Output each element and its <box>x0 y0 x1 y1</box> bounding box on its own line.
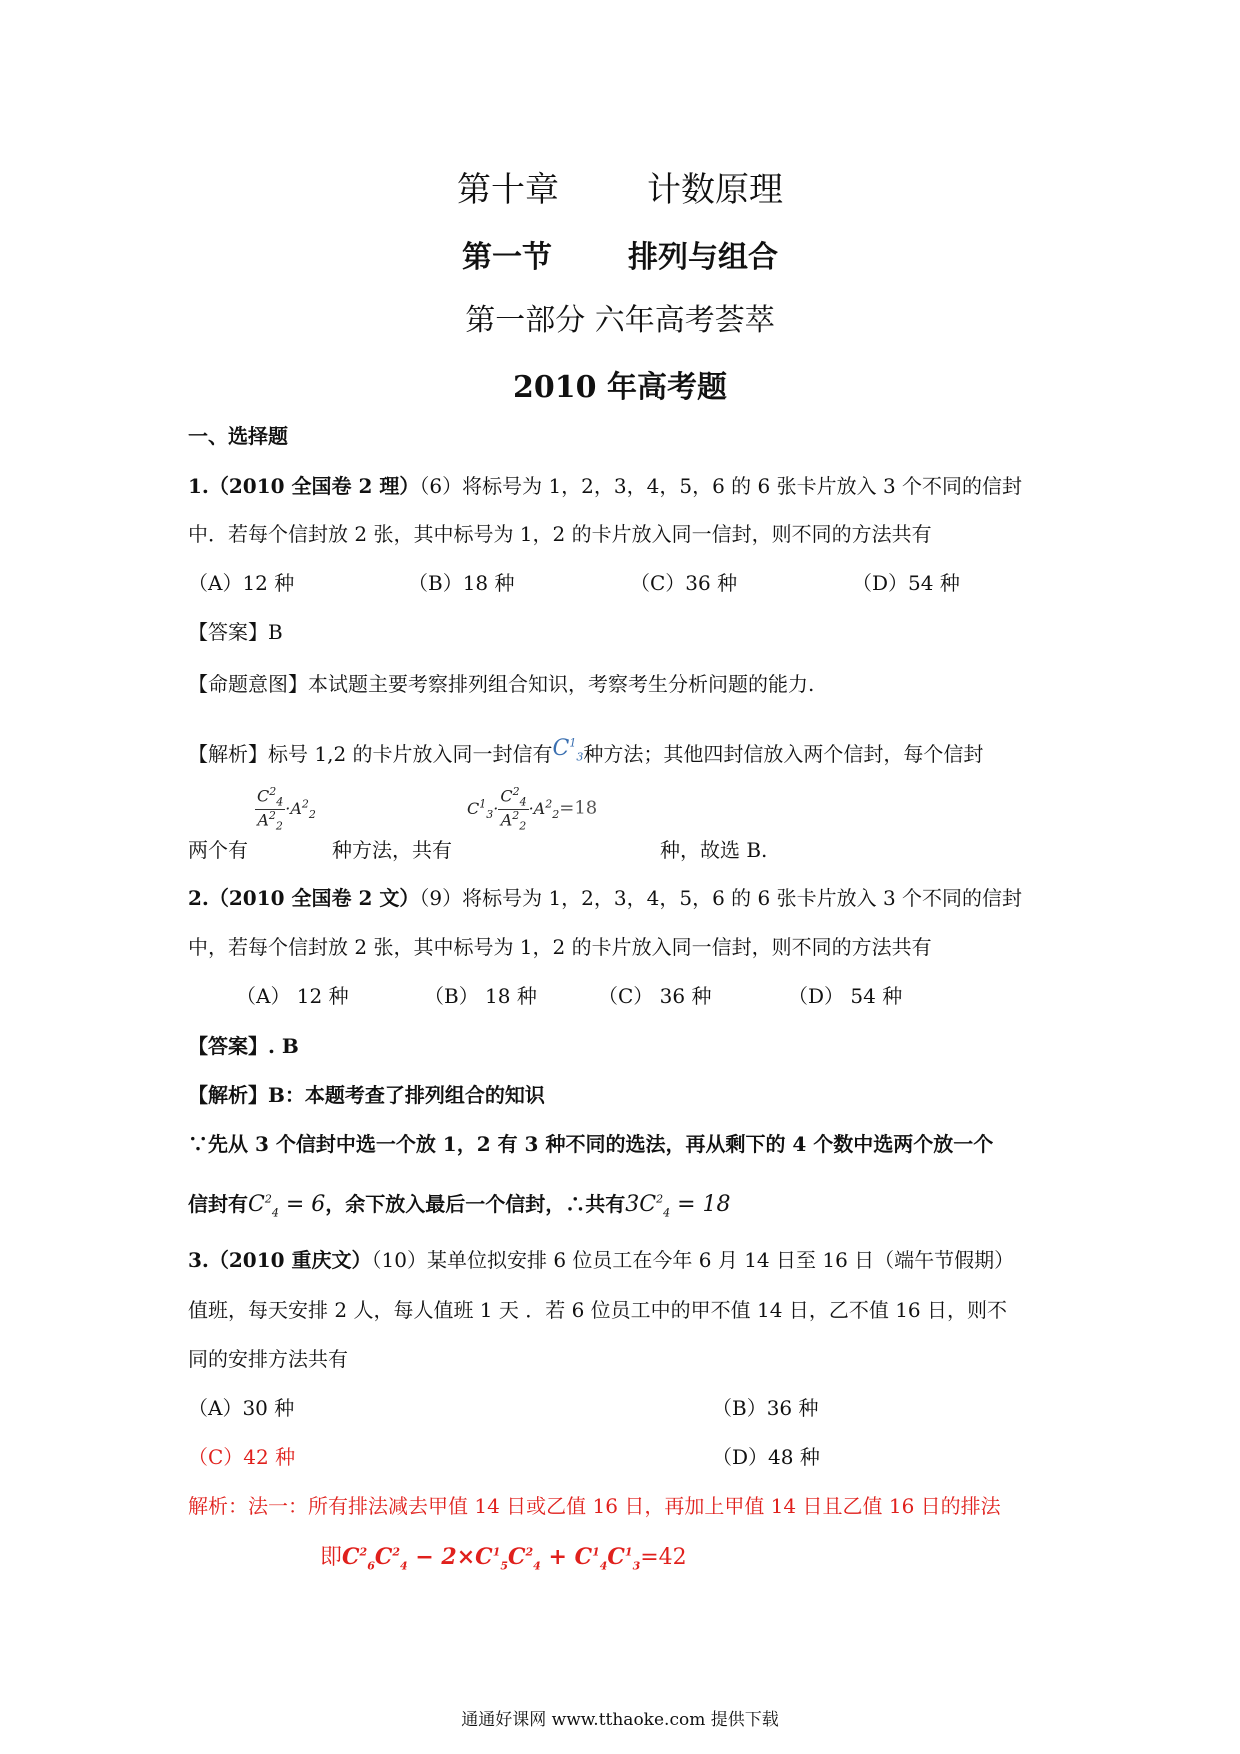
q1-line-1 <box>188 470 1022 499</box>
q3-option-d: （D）48 种 <box>712 1445 820 1469</box>
q1-text-2: 中．若每个信封放 2 张，其中标号为 1，2 的卡片放入同一信封，则不同的方法共有 <box>188 522 932 546</box>
q1-analysis-line <box>188 736 983 767</box>
q2-formula-1: $C^2_4 = 6$ <box>248 1192 326 1220</box>
q1-option-b: （B）18 种 <box>408 571 515 595</box>
q1-text-1: （6）将标号为 1，2，3，4，5，6 的 6 张卡片放入 3 个不同的信封 <box>419 474 1023 498</box>
q2-line-b: ，余下放入最后一个信封，∴共有 <box>325 1192 626 1216</box>
q1-formula-fraction-2: $C^1_3\cdot$ $\frac{C^2_4}{A^2_2}$ $\cdot A^2_2=18$ <box>467 785 598 833</box>
q1-formula-equals: =18 <box>559 797 598 819</box>
q3-option-c: （C）42 种 <box>188 1445 296 1469</box>
q1-intent: 【命题意图】本试题主要考察排列组合知识，考察考生分析问题的能力. <box>188 672 815 696</box>
q3-formula-prefix: 即 <box>320 1545 343 1570</box>
q3-formula-line <box>320 1540 687 1572</box>
q1-analysis-b: 种方法；其他四封信放入两个信封，每个信封 <box>583 742 984 766</box>
q2-line-1 <box>188 882 1022 911</box>
q1-analysis-a: 【解析】标号 1,2 的卡片放入同一封信有 <box>188 742 553 766</box>
q1-option-c: （C）36 种 <box>630 571 738 595</box>
q3-option-a: （A）30 种 <box>188 1396 295 1420</box>
q1-answer: 【答案】B <box>188 620 283 644</box>
chapter-title <box>0 162 1240 211</box>
q1-option-d: （D）54 种 <box>852 571 960 595</box>
q2-option-c: （C） 36 种 <box>598 984 712 1008</box>
section-number: 第一节 <box>462 240 552 275</box>
q2-conclusion-line <box>188 1188 731 1219</box>
q3-text-3: 同的安排方法共有 <box>188 1347 348 1371</box>
q2-option-d: （D） 54 种 <box>788 984 903 1008</box>
section-heading-choice: 一、选择题 <box>188 424 288 448</box>
q3-formula: $C^2_6C^2_4 - 2\times C^1_5C^2_4 + C^1_4C^1_3$ <box>342 1544 641 1573</box>
footer-text: 通通好课网 www.tthaoke.com 提供下载 <box>461 1710 779 1730</box>
section-title <box>0 232 1240 276</box>
q1-analysis-d: 种方法，共有 <box>332 838 452 862</box>
q1-formula-fraction-1: $\frac{C^2_4}{A^2_2}$ $\cdot A^2_2$ <box>257 785 316 833</box>
q3-analysis: 解析：法一：所有排法减去甲值 14 日或乙值 16 日，再加上甲值 14 日且乙值 16 日的排法 <box>188 1494 1001 1518</box>
q2-reason: ∵先从 3 个信封中选一个放 1，2 有 3 种不同的选法，再从剩下的 4 个数中选两个放一个 <box>188 1132 994 1156</box>
q3-number: 3.（2010 重庆文） <box>188 1248 372 1272</box>
q2-text-1: （9）将标号为 1，2，3，4，5，6 的 6 张卡片放入 3 个不同的信封 <box>419 886 1023 910</box>
part-title: 第一部分 六年高考荟萃 <box>465 303 775 338</box>
q1-analysis-c: 两个有 <box>188 838 248 862</box>
q1-option-a: （A）12 种 <box>188 571 295 595</box>
q1-analysis-e: 种，故选 B. <box>660 838 768 862</box>
q2-answer: 【答案】. B <box>188 1034 299 1058</box>
q3-text-2: 值班，每天安排 2 人，每人值班 1 天 ．若 6 位员工中的甲不值 14 日，乙不值 16 日，则不 <box>188 1298 1008 1322</box>
q3-formula-result: =42 <box>640 1545 687 1570</box>
q3-option-b: （B）36 种 <box>712 1396 819 1420</box>
q2-text-2: 中，若每个信封放 2 张，其中标号为 1，2 的卡片放入同一信封，则不同的方法共有 <box>188 935 932 959</box>
section-name: 排列与组合 <box>628 240 778 275</box>
q2-option-b: （B） 18 种 <box>424 984 537 1008</box>
q2-option-a: （A） 12 种 <box>236 984 349 1008</box>
chapter-number: 第十章 <box>457 170 559 210</box>
year-title: 2010 年高考题 <box>513 370 727 405</box>
q3-line-1 <box>188 1244 1014 1273</box>
q2-formula-2: $3C^2_4 = 18$ <box>625 1192 731 1220</box>
q2-line-a: 信封有 <box>188 1192 248 1216</box>
q2-number: 2.（2010 全国卷 2 文） <box>188 886 420 910</box>
q1-formula-c21: $C^1_3$ <box>552 736 584 764</box>
chapter-name: 计数原理 <box>647 170 783 210</box>
q3-text-1: （10）某单位拟安排 6 位员工在今年 6 月 14 日至 16 日（端午节假期） <box>371 1248 1015 1272</box>
q1-number: 1.（2010 全国卷 2 理） <box>188 474 420 498</box>
q2-analysis: 【解析】B：本题考查了排列组合的知识 <box>188 1083 545 1107</box>
